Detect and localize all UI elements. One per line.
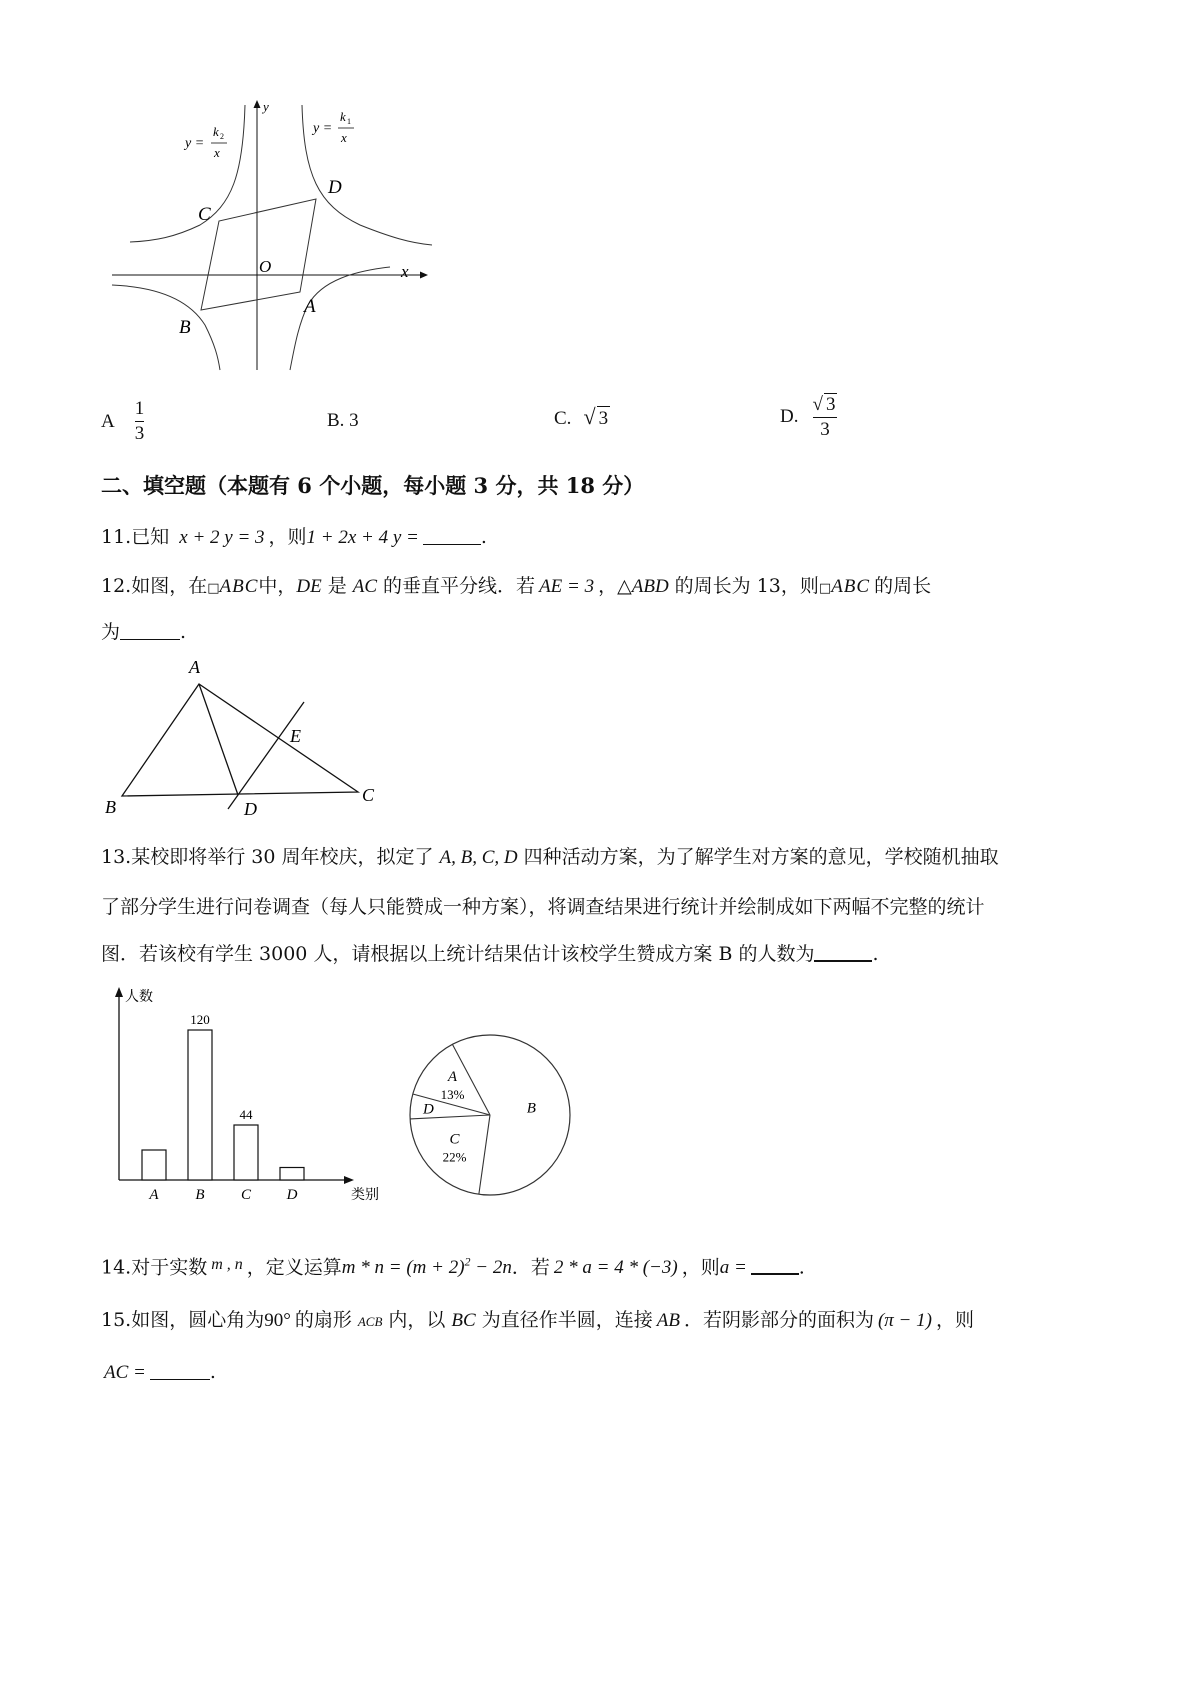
x-axis-arrow [420,272,428,279]
question-14 [101,1250,805,1280]
eq-right-den: x [341,130,347,145]
question-13-line2: 了部分学生进行问卷调查（每人只能赞成一种方案），将调查结果进行统计并绘制成如下两幅不完整的统计 [101,896,985,918]
hyperbola-figure [100,95,440,405]
q11-answer-blank[interactable] [423,528,481,545]
q15-p5: ．若阴影部分的面积为 [683,1309,874,1331]
bar-chart-x-arrow [344,1176,354,1184]
label-x: x [401,262,409,281]
q15-p4: 为直径作半圆，连接 [481,1309,653,1331]
option-d-fraction-bar [813,417,838,418]
curve-k2-upper [130,105,245,242]
q14-def-sup: 2 [464,1255,471,1269]
pie-slices [410,1044,536,1194]
pie-label-C: C [449,1131,460,1148]
bar-chart-ylabel: 人数 [125,989,153,1005]
option-d-denominator: 3 [820,419,830,440]
pie-label-A: A [447,1069,458,1086]
bar-C [234,1125,258,1180]
tri-label-c: C [362,785,375,805]
pie-chart [395,1020,585,1210]
pie-pct-C: 22% [442,1149,467,1165]
option-d [780,393,837,441]
q14-mid3: ，则 [681,1256,720,1279]
question-12-line1 [101,574,931,601]
q13-l1-a: 13.某校即将举行 30 周年校庆，拟定了 [101,846,434,868]
tri-label-e: E [290,726,301,746]
question-11 [101,525,487,550]
eq-left-lhs: y = [185,136,205,151]
eq-left-den: x [214,145,220,160]
q12-p4: 的垂直平分线．若 [383,575,536,597]
tri-label-d: D [244,799,257,819]
label-d: D [328,177,342,198]
q14-answer-blank[interactable] [751,1257,799,1275]
q11-equation-ask: 1 + 2x + 4 y = [306,527,419,548]
bar-B [188,1030,212,1180]
triangle-abc [122,684,358,796]
q12-triangle-box: □ [207,581,220,596]
data-label-C: 44 [239,1107,253,1122]
section-heading: 二、填空题（本题有 6 个小题，每小题 3 分，共 18 分） [101,473,645,498]
option-d-numerator [813,393,838,416]
tri-label-a: A [189,657,200,677]
question-12-line2 [101,620,186,644]
q14-definition [342,1257,512,1278]
bar-A [142,1150,166,1180]
option-d-fraction [813,393,838,441]
data-label-B: 120 [190,1012,210,1027]
q14-condition: 2 * a = 4 * (−3) [553,1257,678,1279]
q12-line2-prefix: 为 [101,621,121,643]
q15-line2-lhs: AC = [104,1362,146,1383]
eq-right-num: k [340,109,346,124]
option-a-numerator: 1 [134,398,145,419]
question-15-line1 [101,1308,974,1334]
q12-p3: 是 [327,575,347,597]
pie-divider-0 [452,1044,490,1115]
q14-ask: a = [719,1257,747,1279]
q12-de: DE [296,576,322,597]
q12-p2: 中， [258,575,297,597]
label-c: C [198,204,211,225]
q15-line2-end: . [209,1361,216,1383]
q11-end: . [480,526,487,548]
q13-line3-end: . [872,943,879,965]
q12-answer-blank[interactable] [120,623,180,640]
parallelogram-abcd [201,199,316,310]
q12-line2-end: . [180,621,187,643]
tick-label-C: C [240,1187,252,1203]
tri-label-b: B [105,797,116,817]
option-a-fraction [135,398,145,445]
q11-mid: ，则 [268,526,307,548]
option-a [101,398,144,445]
curve-k2-lower [290,267,390,370]
bar-chart-xlabel: 类别 [351,1187,379,1203]
eq-right-lhs: y = [313,121,333,136]
q14-mid: ，定义运算 [246,1256,342,1279]
q14-end: . [798,1256,805,1279]
pie-pct-A: 13% [440,1087,465,1103]
option-a-denominator: 3 [134,423,145,444]
option-d-radicand: 3 [825,394,836,415]
bar-chart-bars [142,1012,304,1203]
triangle-figure [100,655,390,825]
q12-p1: 12.如图，在 [101,575,208,597]
option-d-label: D. [780,406,799,427]
q15-answer-blank[interactable] [150,1363,210,1380]
q15-area: (π − 1) [877,1310,932,1331]
q14-vars: m , n [211,1256,243,1274]
y-axis-arrow [254,100,261,108]
q15-p3: 内，以 [388,1309,446,1331]
bar-D [280,1168,304,1181]
bar-chart [100,985,390,1210]
q15-p2: 的扇形 [294,1309,352,1331]
eq-left-sub: 2 [220,132,224,141]
label-y: y [263,99,269,114]
q12-p7: 的周长 [874,575,932,597]
q12-triangle-box-2: □ [818,581,832,596]
eq-left-num: k [213,124,219,139]
q12-abc-2: ABC [831,576,871,597]
option-c [554,405,610,431]
q12-tri-abd: △ABD [617,576,669,597]
q15-ab: AB [656,1310,680,1331]
q15-acb: ACB [357,1314,383,1329]
q11-prefix: 11.已知 [101,526,170,548]
question-13-line3 [101,942,879,966]
q14-mid2: ．若 [511,1256,550,1279]
q12-abc: ABC [219,576,259,597]
q13-line3-text: 图．若该校有学生 3000 人，请根据以上统计结果估计该校学生赞成方案 B 的人数为 [101,943,815,965]
tick-label-D: D [286,1187,298,1203]
pie-label-D: D [422,1101,434,1118]
q15-p6: ，则 [935,1309,974,1331]
option-b: B. 3 [327,410,359,431]
label-b: B [179,317,191,338]
label-a: A [304,296,316,317]
q15-angle: 90° [264,1310,291,1331]
q13-vars: A, B, C, D [439,847,518,868]
pie-divider-1 [479,1115,490,1194]
pie-label-B: B [526,1100,536,1117]
q15-bc: BC [451,1310,476,1331]
tick-label-A: A [149,1187,159,1203]
q13-l1-b: 四种活动方案，为了解学生对方案的意见，学校随机抽取 [523,846,999,868]
question-15-line2 [104,1360,216,1385]
label-o: O [259,257,272,276]
q14-def-a: m * n = (m + 2) [341,1257,465,1279]
option-a-fraction-bar [135,421,145,422]
tick-label-B: B [195,1187,205,1203]
q12-p6: 的周长为 13，则 [674,575,819,597]
eq-right-sub: 1 [347,117,351,126]
q11-equation-given: x + 2 y = 3 [179,527,265,548]
option-c-label: C. [554,408,572,429]
q14-prefix: 14.对于实数 [101,1256,208,1279]
segment-ad [199,684,238,795]
q14-def-b: − 2n [470,1257,512,1279]
question-13-line1 [101,845,999,870]
option-d-radical-sign: √ [812,394,823,415]
q12-ae: AE = 3 [539,576,595,597]
option-c-radical-sign: √ [583,404,596,429]
q12-p5: ， [598,575,618,597]
option-c-radicand: 3 [598,408,609,429]
q15-p1: 15.如图，圆心角为 [101,1309,265,1331]
q13-answer-blank[interactable] [814,944,872,962]
bar-chart-y-arrow [115,987,123,997]
option-a-label: A [101,410,115,432]
q12-ac: AC [352,576,378,597]
